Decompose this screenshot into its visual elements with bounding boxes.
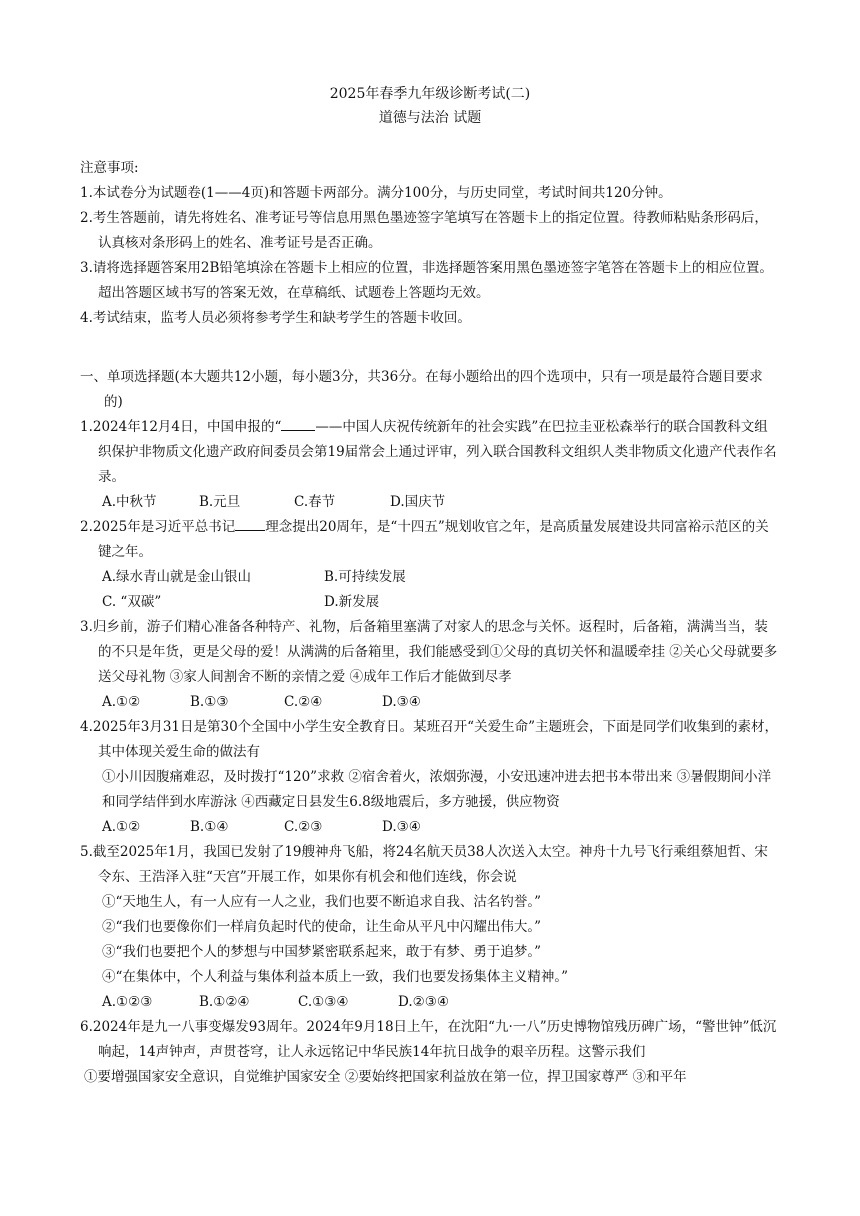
option-c: C.春节 (294, 494, 336, 510)
option-d: D.国庆节 (390, 494, 446, 510)
notice-item: 4.考试结束，监考人员必须将参考学生和缺考学生的答题卡收回。 (80, 310, 471, 326)
option-d: D.新发展 (324, 594, 380, 610)
exam-subject: 道德与法治 试题 (378, 110, 482, 126)
answer-blank (281, 416, 315, 431)
option-a: A.绿水青山就是金山银山 (102, 569, 252, 585)
question-4-material: ①小川因腹痛难忍，及时拨打“120”求救 ②宿舍着火，浓烟弥漫，小安迅速冲进去把书本带出来 ③暑假期间小洋和同学结伴到水库游泳 ④西藏定日县发生6.8级地震后，多方驰援，供应物资 (102, 769, 772, 810)
option-c: C. “双碳” (102, 594, 162, 610)
question-4: 4.2025年3月31日是第30个全国中小学生安全教育日。某班召开“关爱生命”主题班会，下面是同学们收集到的素材，其中体现关爱生命的做法有 (80, 719, 778, 760)
question-2 (80, 515, 780, 565)
option-c: C.①③④ (298, 994, 349, 1010)
question-4-options (80, 815, 780, 840)
option-d: D.③④ (382, 819, 421, 835)
question-1 (80, 415, 780, 490)
question-2-options-row-1 (80, 565, 780, 590)
spacer (80, 331, 780, 357)
question-2-stem-end: 理念提出20周年，是“十四五”规划收官之年，是高质量发展建设共同富裕示范区的关键之年。 (98, 519, 769, 560)
option-b: B.①③ (190, 694, 229, 710)
question-5-quote: ②“我们也要像你们一样肩负起时代的使命，让生命从平凡中闪耀出伟大。” (102, 919, 542, 935)
option-d: D.③④ (382, 694, 421, 710)
notice-item: 1.本试卷分为试题卷(1——4页)和答题卡两部分。满分100分，与历史同堂，考试时间共120分钟。 (80, 185, 672, 201)
question-5-quote: ④“在集体中，个人利益与集体利益本质上一致，我们也要发扬集体主义精神。” (102, 969, 569, 985)
exam-content (80, 156, 780, 1090)
option-b: B.元旦 (199, 494, 241, 510)
option-c: C.②④ (284, 694, 323, 710)
question-2-stem-start: 2.2025年是习近平总书记 (80, 519, 236, 535)
option-a: A.①②③ (102, 994, 153, 1010)
exam-title: 2025年春季九年级诊断考试(二) (329, 86, 531, 102)
notice-item: 2.考生答题前，请先将姓名、准考证号等信息用黑色墨迹签字笔填写在答题卡上的指定位置。待教师粘贴条形码后，认真核对条形码上的姓名、准考证号是否正确。 (80, 210, 768, 251)
question-5: 5.截至2025年1月，我国已发射了19艘神舟飞船，将24名航天员38人次送入太空。神舟十九号飞行乘组蔡旭哲、宋令东、王浩泽入驻“天宫”开展工作，如果你有机会和他们连线，你会说 (80, 844, 768, 885)
option-d: D.②③④ (398, 994, 449, 1010)
option-b: B.可持续发展 (324, 569, 406, 585)
option-a: A.①② (102, 694, 141, 710)
question-1-stem-end: ——中国人庆祝传统新年的社会实践”在巴拉圭亚松森举行的联合国教科文组织保护非物质文化遗产政府间委员会第19届常会上通过评审，列入联合国教科文组织人类非物质文化遗产代表作名录。 (98, 419, 777, 485)
option-a: A.中秋节 (102, 494, 157, 510)
question-5-options (80, 990, 780, 1015)
option-a: A.①② (102, 819, 141, 835)
question-5-quote: ③“我们也要把个人的梦想与中国梦紧密联系起来，敢于有梦、勇于追梦。” (102, 944, 542, 960)
question-2-options-row-2 (80, 590, 780, 615)
question-3-options (80, 690, 780, 715)
section-heading: 一、单项选择题(本大题共12小题，每小题3分，共36分。在每小题给出的四个选项中，只有一项是最符合题目要求的) (80, 369, 763, 410)
question-6-material: ①要增强国家安全意识，自觉维护国家安全 ②要始终把国家利益放在第一位，捍卫国家尊严 ③和平年 (84, 1069, 687, 1085)
question-1-stem-start: 1.2024年12月4日，中国申报的“ (80, 419, 282, 435)
notice-item: 3.请将选择题答案用2B铅笔填涂在答题卡上相应的位置，非选择题答案用黑色墨迹签字笔答在答题卡上的相应位置。超出答题区域书写的答案无效，在草稿纸、试题卷上答题均无效。 (80, 260, 773, 301)
question-3: 3.归乡前，游子们精心准备各种特产、礼物，后备箱里塞满了对家人的思念与关怀。返程时，后备箱，满满当当，装的不只是年货，更是父母的爱！从满满的后备箱里，我们能感受到①父母的真切关怀和温暖牵挂 ②关心父母就要多送父母礼物 ③家人间割舍不断的亲情之爱 ④成年工作后才能做到尽孝 (80, 619, 778, 685)
option-c: C.②③ (284, 819, 323, 835)
option-b: B.①④ (190, 819, 229, 835)
question-1-options (80, 490, 780, 515)
answer-blank (235, 516, 265, 531)
notice-heading: 注意事项: (80, 160, 139, 176)
question-6: 6.2024年是九一八事变爆发93周年。2024年9月18日上午，在沈阳“九·一八”历史博物馆残历碑广场，“警世钟”低沉响起，14声钟声，声贯苍穹，让人永远铭记中华民族14年抗日战争的艰辛历程。这警示我们 (80, 1019, 777, 1060)
option-b: B.①②④ (199, 994, 250, 1010)
question-5-quote: ①“天地生人，有一人应有一人之业，我们也要不断追求自我、沽名钓誉。” (102, 894, 542, 910)
